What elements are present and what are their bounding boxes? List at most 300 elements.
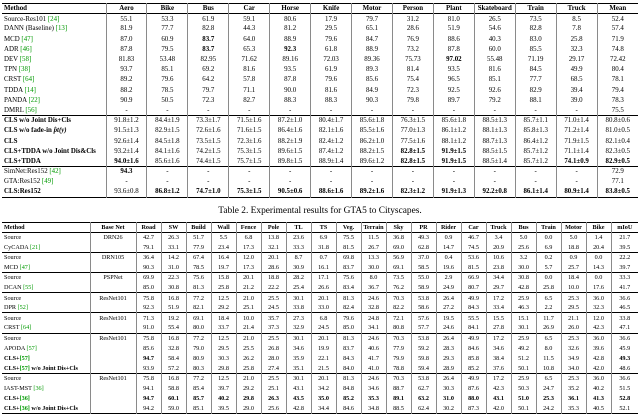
value-cell: 88.1±1.3 xyxy=(474,126,515,136)
value-cell: 85.7±1.2 xyxy=(515,146,556,156)
value-cell: 93.7 xyxy=(106,65,147,75)
value-cell: 19.7 xyxy=(211,262,236,272)
value-cell: 25.5 xyxy=(261,293,286,303)
value-cell: 88.0 xyxy=(461,394,486,404)
value-cell: 55.4 xyxy=(161,323,186,333)
value-cell: 21.2 xyxy=(236,283,261,293)
value-cell: 85.6±1.6 xyxy=(147,156,188,166)
value-cell: 26.5 xyxy=(474,14,515,24)
value-cell: 86.2±1.0 xyxy=(352,136,393,146)
value-cell: 82.8±1.5 xyxy=(392,146,433,156)
value-cell: - xyxy=(433,105,474,115)
value-cell: 71.6±1.5 xyxy=(229,126,270,136)
column-header: Veg. xyxy=(336,222,361,232)
value-cell: 53.8 xyxy=(411,373,436,383)
mean-cell: 82.1±0.4 xyxy=(597,136,638,146)
column-header: Mean xyxy=(597,4,638,14)
value-cell: 10.0 xyxy=(236,313,261,323)
value-cell: 29.7 xyxy=(486,283,511,293)
value-cell: 25.3 xyxy=(536,394,561,404)
method-name-text: Source xyxy=(4,314,22,322)
citation-link[interactable]: [55] xyxy=(23,283,34,291)
value-cell: 26.3 xyxy=(161,232,186,242)
value-cell: 30.1 xyxy=(286,373,311,383)
value-cell: 0.7 xyxy=(311,252,336,262)
value-cell: 84.8 xyxy=(336,384,361,394)
citation-link[interactable]: [57] xyxy=(19,354,30,362)
value-cell: 36.1 xyxy=(561,394,586,404)
mean-cell: 49.3 xyxy=(611,353,638,363)
value-cell: 6.8 xyxy=(236,232,261,242)
citation-link[interactable]: [49] xyxy=(41,178,54,186)
value-cell: 0.9 xyxy=(436,232,461,242)
value-cell: 25.5 xyxy=(261,333,286,343)
value-cell: 89.36 xyxy=(352,54,393,64)
value-cell: 10.6 xyxy=(486,252,511,262)
citation-link[interactable]: [22] xyxy=(28,96,40,104)
value-cell: 55.1 xyxy=(106,14,147,24)
value-cell: 24.5 xyxy=(311,323,336,333)
mean-cell: 57.4 xyxy=(597,24,638,34)
value-cell: 91.8±1.2 xyxy=(106,116,147,126)
column-header: Bike xyxy=(147,4,188,14)
value-cell: 30.3 xyxy=(436,384,461,394)
column-header: Train xyxy=(536,222,561,232)
value-cell: 84.5±1.8 xyxy=(147,136,188,146)
value-cell: 79.8 xyxy=(392,95,433,105)
value-cell: 73.5 xyxy=(515,14,556,24)
method-cell xyxy=(2,65,106,75)
value-cell: 39.6 xyxy=(586,343,611,353)
value-cell: 36.4 xyxy=(136,252,161,262)
value-cell: 0.0 xyxy=(586,252,611,262)
value-cell: 21.1 xyxy=(561,313,586,323)
mean-cell: 45.9 xyxy=(611,343,638,353)
value-cell: 81.3 xyxy=(336,293,361,303)
value-cell: 32.1 xyxy=(261,242,286,252)
value-cell: 40.2 xyxy=(586,384,611,394)
value-cell: 3.4 xyxy=(486,232,511,242)
value-cell: 81.6 xyxy=(474,65,515,75)
column-header: Road xyxy=(136,222,161,232)
value-cell: 20.1 xyxy=(311,333,336,343)
value-cell: 55.48 xyxy=(474,54,515,64)
value-cell: 29.8 xyxy=(236,394,261,404)
value-cell: 26.4 xyxy=(436,373,461,383)
value-cell: 12.5 xyxy=(211,293,236,303)
value-cell: 62.4 xyxy=(411,404,436,414)
method-name-text: APODA xyxy=(4,344,27,352)
value-cell: 80.8 xyxy=(386,323,411,333)
value-cell: 85.6±1.8 xyxy=(352,116,393,126)
method-cell xyxy=(2,363,90,373)
value-cell: 12.0 xyxy=(586,313,611,323)
value-cell: 73.5±1.5 xyxy=(188,136,229,146)
value-cell: 88.5±1.3 xyxy=(474,116,515,126)
value-cell: 30.8 xyxy=(511,273,536,283)
value-cell: 19.6 xyxy=(436,262,461,272)
value-cell: 40.2 xyxy=(211,394,236,404)
mean-cell: 72.9 xyxy=(597,167,638,177)
value-cell: 0.0 xyxy=(536,273,561,283)
value-cell: 25.7 xyxy=(561,262,586,272)
value-cell: 35.1 xyxy=(286,363,311,373)
value-cell: 17.6 xyxy=(586,283,611,293)
method-name-text: IAST-MST xyxy=(4,385,34,393)
value-cell: 88.5±1.5 xyxy=(474,146,515,156)
value-cell: 78.5 xyxy=(147,85,188,95)
value-cell: 79.6 xyxy=(336,313,361,323)
value-cell: 30.0 xyxy=(361,262,386,272)
value-cell: 72.6±1.6 xyxy=(188,126,229,136)
value-cell: 33.8 xyxy=(286,303,311,313)
method-cell xyxy=(2,323,90,333)
column-header: Horse xyxy=(270,4,311,14)
value-cell: 6.9 xyxy=(311,232,336,242)
method-name-text: CLS+TDDA w/o Joint Dis&Cls xyxy=(4,147,96,155)
value-cell: 83.7 xyxy=(336,262,361,272)
value-cell: 16.8 xyxy=(161,373,186,383)
method-name-text: DANN (Baseline) xyxy=(4,25,56,33)
column-header: Bus xyxy=(188,4,229,14)
column-header: Wall xyxy=(211,222,236,232)
value-cell: 63.2 xyxy=(411,394,436,404)
value-cell: 66.9 xyxy=(461,273,486,283)
value-cell: 43.5 xyxy=(286,394,311,404)
value-cell: 26.2 xyxy=(236,353,261,363)
value-cell: 30.1 xyxy=(286,293,311,303)
value-cell: 92.5 xyxy=(433,85,474,95)
table-row xyxy=(2,156,638,166)
value-cell: 68.5 xyxy=(556,75,597,85)
value-cell: 33.4 xyxy=(486,303,511,313)
value-cell: 67.4 xyxy=(186,252,211,262)
value-cell: 5.0 xyxy=(511,232,536,242)
value-cell: 16.4 xyxy=(211,252,236,262)
base-net-cell: ResNet101 xyxy=(90,373,136,383)
value-cell: - xyxy=(352,167,393,177)
value-cell: 74.4±1.5 xyxy=(188,156,229,166)
value-cell: 87.6 xyxy=(461,384,486,394)
citation-link[interactable]: [36] xyxy=(19,405,30,413)
value-cell: 53.3 xyxy=(147,14,188,24)
value-cell: - xyxy=(515,105,556,115)
citation-link[interactable]: [38] xyxy=(18,66,31,74)
method-cell xyxy=(2,187,106,197)
method-name-text: Source xyxy=(4,375,22,383)
value-cell: 90.9 xyxy=(106,95,147,105)
value-cell: 96.5 xyxy=(433,75,474,85)
citation-link[interactable]: [24] xyxy=(47,15,60,23)
value-cell: 70.3 xyxy=(386,373,411,383)
value-cell: 19.2 xyxy=(161,313,186,323)
base-net-cell: PSPNet xyxy=(90,273,136,283)
column-header: Car xyxy=(461,222,486,232)
value-cell: 41.7 xyxy=(361,353,386,363)
value-cell: - xyxy=(433,177,474,187)
value-cell: 73.5 xyxy=(386,273,411,283)
table-row xyxy=(2,65,638,75)
method-cell xyxy=(2,44,106,54)
value-cell: 82.1±1.6 xyxy=(311,126,352,136)
base-net-cell: DRN105 xyxy=(90,252,136,262)
citation-link[interactable]: [64] xyxy=(22,76,35,84)
value-cell: 84.6 xyxy=(336,404,361,414)
value-cell: 12.5 xyxy=(211,373,236,383)
base-net-cell xyxy=(90,404,136,414)
value-cell: 40.3 xyxy=(474,34,515,44)
value-cell: 34.8 xyxy=(361,404,386,414)
value-cell: - xyxy=(556,105,597,115)
header-row xyxy=(2,4,638,14)
value-cell: 25.3 xyxy=(561,293,586,303)
value-cell: 36.0 xyxy=(586,333,611,343)
mean-cell: 79.4 xyxy=(597,85,638,95)
value-cell: 85.8 xyxy=(461,353,486,363)
table-row xyxy=(2,404,638,414)
value-cell: 74.7±1.0 xyxy=(188,187,229,197)
value-cell: 88.5 xyxy=(386,404,411,414)
value-cell: 57.2 xyxy=(161,363,186,373)
citation-link[interactable]: [56] xyxy=(25,106,37,114)
table2-caption: Table 2. Experimental results for GTA5 to Cityscapes. xyxy=(218,205,422,216)
table-row xyxy=(2,14,638,24)
value-cell: 46.7 xyxy=(461,232,486,242)
column-header: Car xyxy=(229,4,270,14)
value-cell: - xyxy=(188,177,229,187)
method-cell xyxy=(2,146,106,156)
value-cell: 85.1 xyxy=(147,65,188,75)
value-cell: 0.9 xyxy=(561,252,586,262)
method-name-text: CLS+ xyxy=(4,395,20,403)
value-cell: 26.8 xyxy=(261,343,286,353)
value-cell: 80.4±1.7 xyxy=(311,116,352,126)
value-cell: 25.3 xyxy=(561,333,586,343)
value-cell: 83.7 xyxy=(188,44,229,54)
value-cell: 75.4 xyxy=(392,75,433,85)
value-cell: 24.6 xyxy=(436,323,461,333)
method-name-text: CRST xyxy=(4,76,23,84)
value-cell: 28.9 xyxy=(436,363,461,373)
value-cell: - xyxy=(147,177,188,187)
value-cell: 79.7 xyxy=(188,85,229,95)
value-cell: 25.1 xyxy=(236,303,261,313)
value-cell: 34.6 xyxy=(286,343,311,353)
value-cell: 85.7±1.1 xyxy=(515,116,556,126)
method-cell xyxy=(2,14,106,24)
value-cell: 83.7 xyxy=(336,343,361,353)
value-cell: - xyxy=(229,177,270,187)
value-cell: 35.3 xyxy=(561,404,586,414)
value-cell: 76.3±1.5 xyxy=(392,116,433,126)
value-cell: 84.3 xyxy=(461,303,486,313)
value-cell: 17.2 xyxy=(486,293,511,303)
citation-link[interactable]: [57] xyxy=(19,364,30,372)
citation-link[interactable]: [47] xyxy=(19,263,30,271)
value-cell: 88.7 xyxy=(386,384,411,394)
value-cell: 14.2 xyxy=(161,252,186,262)
mean-cell: 48.6 xyxy=(611,363,638,373)
value-cell: 16.1 xyxy=(311,262,336,272)
value-cell: 80.0 xyxy=(186,323,211,333)
value-cell: 89.7 xyxy=(433,95,474,105)
column-header: Terrain xyxy=(361,222,386,232)
value-cell: 79.6 xyxy=(147,75,188,85)
value-cell: 85.5 xyxy=(515,44,556,54)
method-name-text: ADR xyxy=(4,45,21,53)
value-cell: 75.7±1.5 xyxy=(229,156,270,166)
base-net-cell xyxy=(90,242,136,252)
value-cell: 32.6 xyxy=(561,343,586,353)
value-cell: 83.4 xyxy=(336,283,361,293)
value-cell: 25.6 xyxy=(511,242,536,252)
mean-cell: 82.3±0.5 xyxy=(597,146,638,156)
value-cell: 6.9 xyxy=(536,242,561,252)
value-cell: 53.8 xyxy=(411,333,436,343)
value-cell: 87.2±1.0 xyxy=(270,116,311,126)
citation-link[interactable]: [36] xyxy=(19,395,30,403)
column-header: Knife xyxy=(311,4,352,14)
table-row xyxy=(2,75,638,85)
column-header: TL xyxy=(286,222,311,232)
citation-link[interactable]: [36] xyxy=(33,385,44,393)
value-cell: 54.6 xyxy=(474,24,515,34)
method-name-text: DPR xyxy=(4,304,18,312)
citation-link[interactable]: [21] xyxy=(29,243,41,251)
method-cell xyxy=(2,156,106,166)
value-cell: 91.9±1.5 xyxy=(433,156,474,166)
citation-link[interactable]: [14] xyxy=(24,86,36,94)
citation-link[interactable]: [57] xyxy=(26,344,37,352)
table-row xyxy=(2,44,638,54)
method-name-text: Source xyxy=(4,274,22,282)
value-cell: 88.6±1.6 xyxy=(311,187,352,197)
value-cell: 88.2±1.9 xyxy=(270,136,311,146)
value-cell: 62.7 xyxy=(411,384,436,394)
value-cell: 76.9 xyxy=(392,34,433,44)
mean-cell: 82.9±0.5 xyxy=(597,156,638,166)
table-row xyxy=(2,363,638,373)
value-cell: 72.03 xyxy=(311,54,352,64)
value-cell: 93.2±1.4 xyxy=(106,146,147,156)
value-cell: 2.2 xyxy=(536,303,561,313)
value-cell: 69.9 xyxy=(136,273,161,283)
column-header: PR xyxy=(411,222,436,232)
value-cell: 84.9 xyxy=(352,85,393,95)
value-cell: 41.3 xyxy=(586,394,611,404)
value-cell: 83.0 xyxy=(515,34,556,44)
column-header: Rider xyxy=(436,222,461,232)
citation-link[interactable]: [47] xyxy=(21,35,33,43)
value-cell: 15.1 xyxy=(511,313,536,323)
mean-cell: 22.2 xyxy=(611,252,638,262)
value-cell: 86.4±1.2 xyxy=(515,136,556,146)
value-cell: 14.3 xyxy=(586,262,611,272)
value-cell: 25.9 xyxy=(511,333,536,343)
value-cell: 74.5 xyxy=(461,242,486,252)
value-cell: - xyxy=(392,177,433,187)
citation-link[interactable]: [64] xyxy=(20,324,32,332)
method-name-text: p̂t(y) xyxy=(53,127,67,135)
value-cell: 86.4±1.6 xyxy=(270,126,311,136)
value-cell: 79.2 xyxy=(474,95,515,105)
value-cell: 82.8±1.5 xyxy=(392,156,433,166)
value-cell: 58.9 xyxy=(411,283,436,293)
value-cell: 88.5±1.4 xyxy=(474,156,515,166)
value-cell: 34.2 xyxy=(311,384,336,394)
citation-link[interactable]: [58] xyxy=(19,56,32,64)
base-net-cell xyxy=(90,343,136,353)
value-cell: 75.8 xyxy=(136,373,161,383)
value-cell: 15.8 xyxy=(211,273,236,283)
value-cell: 89.16 xyxy=(270,54,311,64)
value-cell: 85.2 xyxy=(461,363,486,373)
citation-link[interactable]: [13] xyxy=(55,25,68,33)
value-cell: 82.9 xyxy=(515,85,556,95)
value-cell: 82.7 xyxy=(229,95,270,105)
value-cell: 79.7 xyxy=(352,14,393,24)
value-cell: 26.6 xyxy=(311,283,336,293)
base-net-cell xyxy=(90,384,136,394)
value-cell: 60.0 xyxy=(474,44,515,54)
value-cell: 26.4 xyxy=(436,293,461,303)
value-cell: 19.9 xyxy=(311,343,336,353)
value-cell: 20.4 xyxy=(586,242,611,252)
value-cell: 81.3 xyxy=(336,333,361,343)
method-name-text: DMRL xyxy=(4,106,26,114)
value-cell: 91.0 xyxy=(136,323,161,333)
value-cell: 33.0 xyxy=(311,303,336,313)
value-cell: 24.9 xyxy=(436,283,461,293)
value-cell: 85.6 xyxy=(352,75,393,85)
value-cell: 71.3 xyxy=(136,313,161,323)
value-cell: 84.6 xyxy=(461,343,486,353)
citation-link[interactable]: [52] xyxy=(17,304,28,312)
value-cell: 85.2 xyxy=(336,394,361,404)
method-cell xyxy=(2,343,90,353)
citation-link[interactable]: [46] xyxy=(20,45,32,53)
table-row xyxy=(2,323,638,333)
value-cell: 26.0 xyxy=(561,323,586,333)
table-row xyxy=(2,373,638,383)
value-cell: 32.8 xyxy=(161,343,186,353)
value-cell: 28.6 xyxy=(261,262,286,272)
value-cell: 36.0 xyxy=(586,373,611,383)
value-cell: - xyxy=(352,177,393,187)
table-row xyxy=(2,232,638,242)
value-cell: 30.1 xyxy=(511,323,536,333)
value-cell: 88.9 xyxy=(352,44,393,54)
value-cell: 91.9±1.5 xyxy=(433,146,474,156)
column-header: SW xyxy=(161,222,186,232)
citation-link[interactable]: [42] xyxy=(49,168,61,176)
column-header: Skateboard xyxy=(474,4,515,14)
mean-cell: 75.5 xyxy=(597,105,638,115)
value-cell: 0.0 xyxy=(586,273,611,283)
mean-cell: 47.1 xyxy=(611,323,638,333)
value-cell: 27.3 xyxy=(286,313,311,323)
value-cell: 21.0 xyxy=(236,333,261,343)
table-row xyxy=(2,146,638,156)
value-cell: 35.3 xyxy=(361,394,386,404)
value-cell: 81.6 xyxy=(311,85,352,95)
value-cell: 27.8 xyxy=(486,323,511,333)
value-cell: 20.1 xyxy=(311,293,336,303)
value-cell: 20.1 xyxy=(261,252,286,262)
value-cell: 82.1 xyxy=(186,303,211,313)
value-cell: 81.0 xyxy=(433,14,474,24)
value-cell: - xyxy=(392,105,433,115)
